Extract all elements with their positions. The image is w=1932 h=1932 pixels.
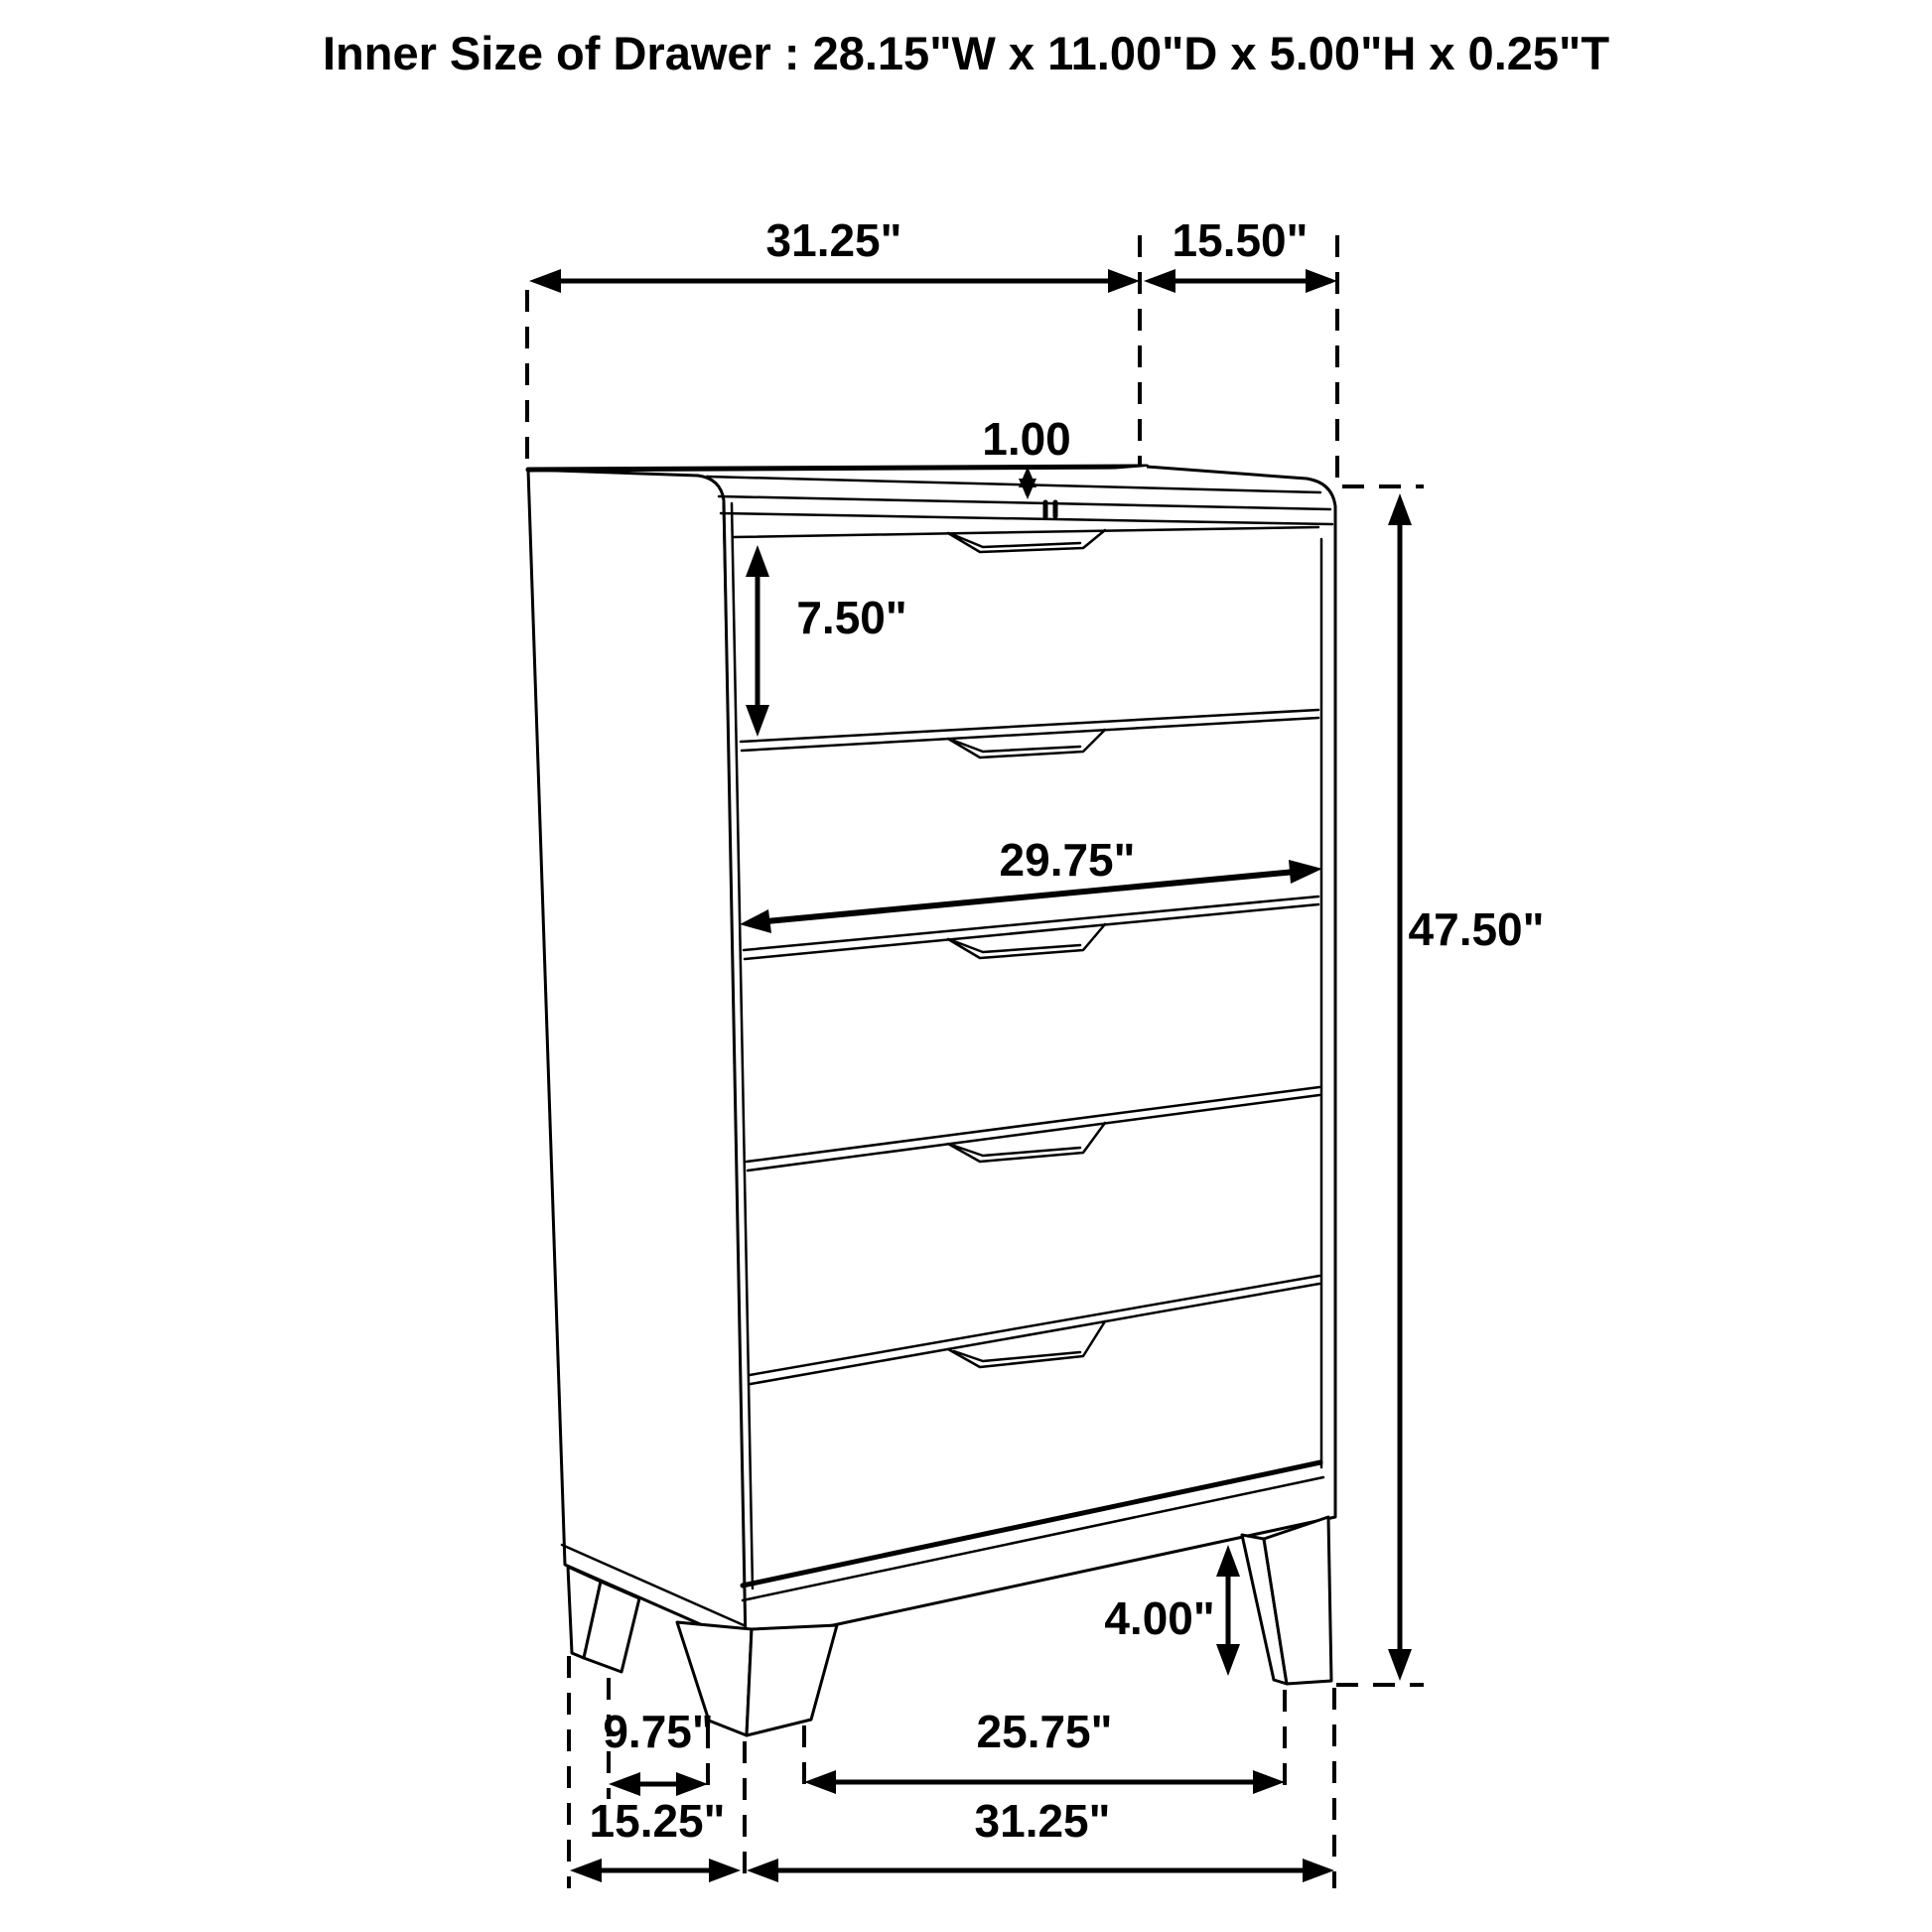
dim-top-thickness: 1.00: [982, 413, 1071, 465]
dim-front-leg-span: 25.75": [976, 1706, 1113, 1757]
chest-drawing: [528, 467, 1335, 1735]
dim-leg-height: 4.00": [1104, 1592, 1215, 1644]
dim-top-width: 31.25": [765, 214, 902, 266]
dim-overall-height: 47.50": [1408, 903, 1545, 955]
dim-top-depth: 15.50": [1172, 214, 1309, 266]
dim-leg-gap-depth: 9.75": [603, 1706, 714, 1757]
side-panel: [528, 470, 748, 1645]
diagram-title: Inner Size of Drawer : 28.15"W x 11.00"D x 5.00"H x 0.25"T: [322, 27, 1610, 79]
dim-footprint-depth: 15.25": [589, 1795, 726, 1847]
dim-drawer-width: 29.75": [999, 834, 1136, 886]
dim-drawer-height: 7.50": [796, 592, 907, 643]
dim-footprint-width: 31.25": [974, 1795, 1111, 1847]
